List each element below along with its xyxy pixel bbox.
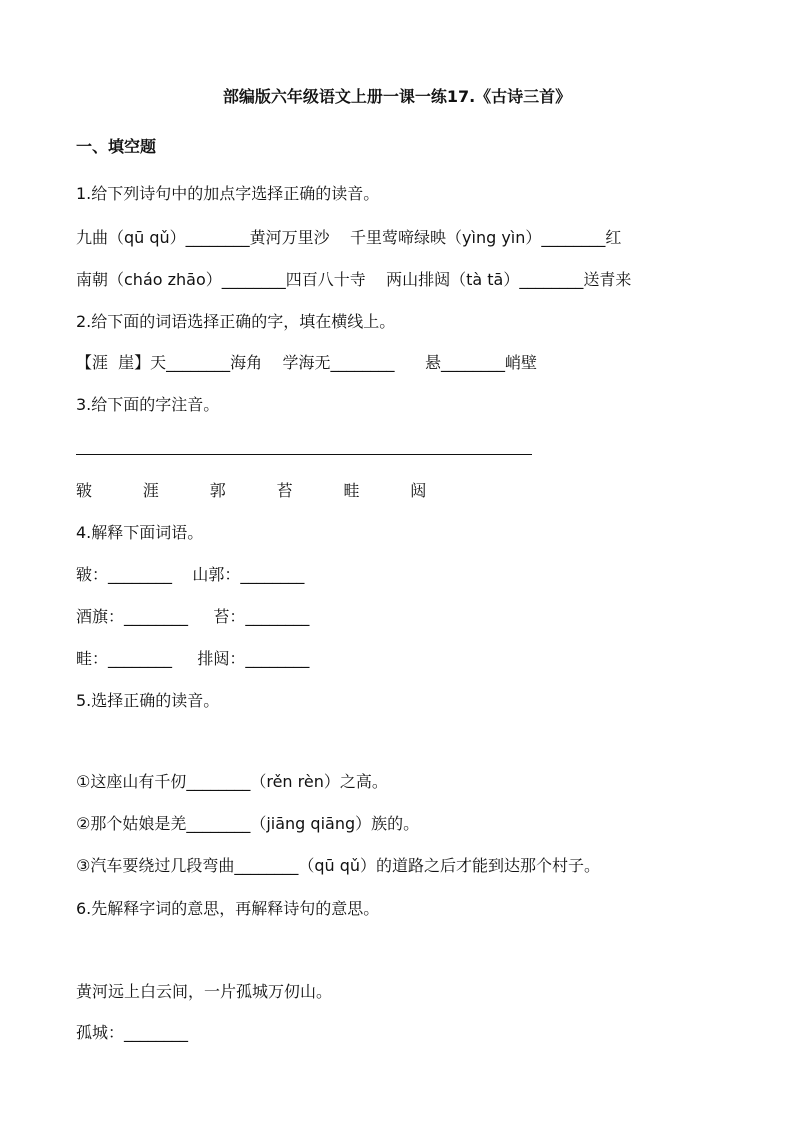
question-1-line-2: 南朝（cháo zhāo）________四百八十寺 两山排闼（tà tā）________送青来 [76, 270, 632, 289]
question-5-prompt: 5.选择正确的读音。 [76, 691, 220, 710]
question-5-item-1: ①这座山有千仞________（rěn rèn）之高。 [76, 772, 388, 791]
section-heading: 一、填空题 [76, 137, 157, 156]
pinyin-answer-line [76, 454, 532, 455]
question-4-line-2: 酒旗：________ 苔：________ [76, 607, 310, 626]
document-title: 部编版六年级语文上册一课一练17.《古诗三首》 [222, 87, 572, 106]
question-1-prompt: 1.给下列诗句中的加点字选择正确的读音。 [76, 184, 380, 203]
question-5-item-2: ②那个姑娘是羌________（jiāng qiāng）族的。 [76, 814, 420, 833]
question-1-line-1: 九曲（qū qǔ）________黄河万里沙 千里莺啼绿映（yìng yìn）________红 [76, 228, 622, 247]
question-4-prompt: 4.解释下面词语。 [76, 523, 204, 542]
question-4-line-1: 皲：________ 山郭：________ [76, 565, 305, 584]
question-5-item-3: ③汽车要绕过几段弯曲________（qū qǔ）的道路之后才能到达那个村子。 [76, 856, 601, 875]
question-3-prompt: 3.给下面的字注音。 [76, 395, 220, 414]
question-3-characters: 皲 涯 郭 苔 畦 闼 [76, 481, 427, 500]
question-2-line-1: 【涯 崖】天________海角 学海无________ 悬________峭壁 [76, 353, 538, 372]
question-4-line-3: 畦：________ 排闼：________ [76, 649, 310, 668]
question-6-poem-line: 黄河远上白云间，一片孤城万仞山。 [76, 982, 333, 1001]
question-2-prompt: 2.给下面的词语选择正确的字，填在横线上。 [76, 312, 396, 331]
question-6-prompt: 6.先解释字词的意思，再解释诗句的意思。 [76, 899, 380, 918]
question-6-word-1: 孤城：________ [76, 1023, 189, 1042]
